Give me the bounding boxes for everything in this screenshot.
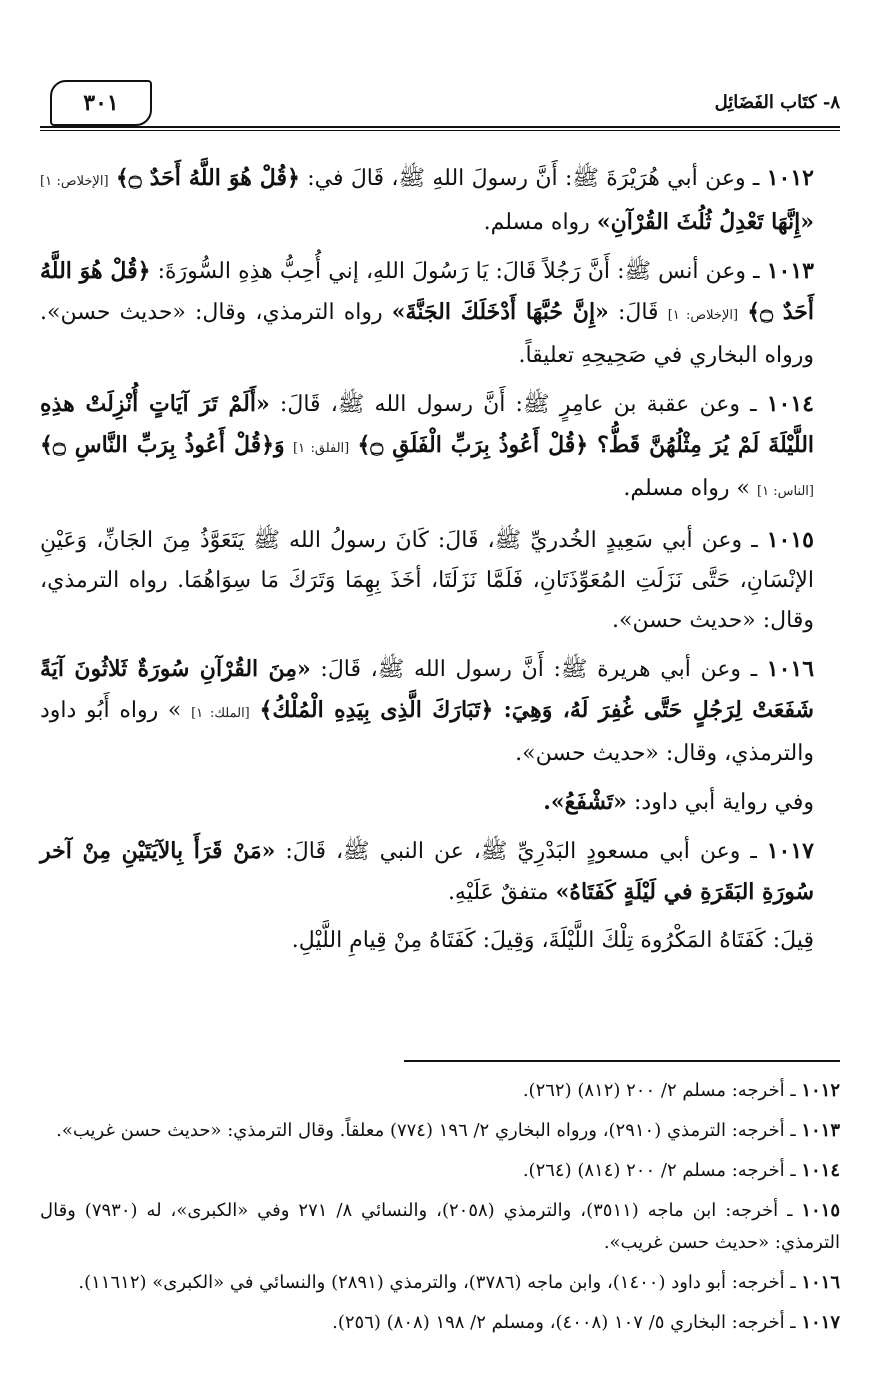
footnote-rule: [404, 1060, 840, 1062]
hadith-text: ـ وعن أبي مسعودٍ البَدْرِيِّ ﷺ، عن النبي ﷺ، قَالَ:: [285, 839, 757, 864]
hadith-quote: «أَلَمْ تَرَ آيَاتٍ أُنْزِلَتْ هذِهِ اللَّيْلَةَ لَمْ يُرَ مِثْلُهُنَّ قَطُّ؟ ﴿قُلْ أَعُوذُ بِرَبِّ الْفَلَقِ ۝﴾: [40, 391, 815, 458]
hadith-text: ـ وعن أبي هُرَيْرَةَ ﷺ: أَنَّ رسولَ اللهِ ﷺ، قَالَ في:: [307, 166, 760, 191]
footnote-1016: [40, 1267, 840, 1299]
footnote-1013: [40, 1115, 840, 1147]
hadith-source: رواه مسلم.: [483, 210, 590, 235]
hadith-number: ١٠١٧: [766, 838, 814, 864]
footnote-number: ١٠١٤: [801, 1160, 840, 1181]
note-text: قِيلَ: كَفَتَاهُ المَكْرُوهَ تِلْكَ اللَّيْلَةَ، وَقِيلَ: كَفَتَاهُ مِنْ قِيامِ اللَّيْلِ.: [291, 928, 814, 953]
hadith-1012: [40, 158, 840, 243]
quran-quote: وَ﴿قُلْ أَعُوذُ بِرَبِّ النَّاسِ ۝﴾: [40, 432, 285, 458]
footnote-text: ـ أخرجه: الترمذي (٢٩١٠)، ورواه البخاري ٢/ ١٩٦ (٧٧٤) معلقاً. وقال الترمذي: «حديث حسن غريب».: [56, 1120, 796, 1141]
hadith-1017-note: [40, 921, 840, 961]
quran-reference: [الملك: ١]: [191, 706, 250, 721]
hadith-1014: [40, 384, 840, 512]
quran-reference: [الإخلاص: ١]: [667, 308, 739, 323]
quran-quote: ﴿قُلْ هُوَ اللَّهُ أَحَدٌ ۝﴾: [40, 258, 815, 325]
footnote-number: ١٠١٧: [801, 1312, 840, 1333]
hadith-number: ١٠١٥: [766, 527, 814, 553]
hadith-quote: «مِنَ القُرْآنِ سُورَةٌ ثَلاثُونَ آيَةً شَفَعَتْ لِرَجُلٍ حَتَّى غُفِرَ لَهُ، وَهِيَ: ﴿تَبَارَكَ الَّذِى بِيَدِهِ الْمُلْكُ﴾: [40, 656, 814, 723]
hadith-1015: [40, 520, 840, 641]
hadith-1013: [40, 251, 840, 376]
page-number: ٣٠١: [50, 80, 152, 126]
hadith-number: ١٠١٤: [766, 391, 814, 417]
hadith-quote: «إِنَّ حُبَّهَا أَدْخَلَكَ الجَنَّةَ»: [391, 299, 609, 325]
hadith-source: رواه الترمذي، وقال: «حديث حسن». ورواه البخاري في صَحِيحِهِ تعليقاً.: [40, 300, 814, 368]
variant-text: وفي رواية أبي داود:: [633, 790, 814, 815]
footnote-1014: [40, 1155, 840, 1187]
hadith-number: ١٠١٢: [766, 165, 814, 191]
hadith-1016: [40, 649, 840, 774]
hadith-source: » رواه أَبُو داود والترمذي، وقال: «حديث حسن».: [40, 698, 814, 766]
hadith-1016-variant: [40, 782, 840, 823]
hadith-quote: «مَنْ قَرَأَ بِالآيَتَيْنِ مِنْ آخر سُورَةِ البَقَرَةِ في لَيْلَةٍ كَفَتَاهُ»: [40, 838, 814, 905]
hadith-text: ـ وعن أنس ﷺ: أَنَّ رَجُلاً قَالَ: يَا رَسُولَ اللهِ، إني أُحِبُّ هذِهِ السُّورَةَ:: [157, 259, 760, 284]
hadith-quote: «إِنَّهَا تَعْدِلُ ثُلُثَ القُرْآنِ»: [596, 209, 814, 235]
quran-reference: [الإخلاص: ١]: [40, 174, 109, 189]
footnote-1015: [40, 1195, 840, 1259]
hadith-text: ـ وعن عقبة بن عامِرٍ ﷺ: أَنَّ رسول الله ﷺ، قَالَ:: [279, 392, 757, 417]
book-page: [40, 60, 840, 1333]
footnote-text: ـ أخرجه: مسلم ٢/ ٢٠٠ (٨١٢) (٢٦٢).: [522, 1080, 796, 1101]
hadith-1017: [40, 831, 840, 913]
hadith-source: » رواه مسلم.: [623, 476, 751, 501]
footnote-number: ١٠١٣: [801, 1120, 840, 1141]
hadith-text: ـ وعن أبي سَعِيدٍ الخُدريِّ ﷺ، قَالَ: كَانَ رسولُ الله ﷺ يَتَعَوَّذُ مِنَ الجَانِّ، وَعَيْنِ الإنْسَانِ، حَتَّى نَزَلَتِ المُعَوِّذَتَانِ، فَلَمَّا نَزَلَتَا، أخَذَ بِهِمَا وَتَرَكَ مَا سِوَاهُمَا. رواه الترمذي، وقال: «حديث حسن».: [40, 528, 814, 633]
quran-reference-2: [الناس: ١]: [757, 484, 814, 499]
footnote-1012: [40, 1075, 840, 1107]
footnote-number: ١٠١٦: [801, 1272, 840, 1293]
hadith-number: ١٠١٦: [766, 656, 815, 682]
footnote-text: ـ أخرجه: أبو داود (١٤٠٠)، وابن ماجه (٣٧٨٦)، والترمذي (٢٨٩١) والنسائي في «الكبرى» (١١٦١٢).: [78, 1272, 796, 1293]
variant-quote: «تَشْفَعُ».: [543, 789, 627, 815]
footnote-text: ـ أخرجه: البخاري ٥/ ١٠٧ (٤٠٠٨)، ومسلم ٢/ ١٩٨ (٨٠٨) (٢٥٦).: [332, 1312, 796, 1333]
quran-quote: ﴿قُلْ هُوَ اللَّهُ أَحَدٌ ۝﴾: [115, 165, 300, 191]
hadith-number: ١٠١٣: [766, 258, 814, 284]
hadith-text: قَالَ:: [617, 300, 659, 325]
header-rule: [40, 126, 840, 128]
page-header: [40, 60, 840, 122]
hadith-source: متفقٌ عَلَيْهِ.: [447, 880, 549, 905]
footnote-number: ١٠١٥: [801, 1200, 840, 1221]
header-rule-thin: [40, 130, 840, 131]
main-text: [40, 158, 840, 969]
chapter-title: ٨- كتَاب الفَضَائِل: [714, 92, 840, 113]
hadith-text: ـ وعن أبي هريرة ﷺ: أَنَّ رسول الله ﷺ، قَالَ:: [320, 657, 758, 682]
footnote-text: ـ أخرجه: ابن ماجه (٣٥١١)، والترمذي (٢٠٥٨)، والنسائي ٨/ ٢٧١ وفي «الكبرى»، له (٧٩٣٠) وقال الترمذي: «حديث حسن غريب».: [40, 1200, 840, 1253]
footnote-number: ١٠١٢: [801, 1080, 840, 1101]
quran-reference: [الفلق: ١]: [292, 441, 350, 456]
footnote-1017: [40, 1307, 840, 1339]
footnote-text: ـ أخرجه: مسلم ٢/ ٢٠٠ (٨١٤) (٢٦٤).: [522, 1160, 796, 1181]
footnotes: [40, 1075, 840, 1347]
